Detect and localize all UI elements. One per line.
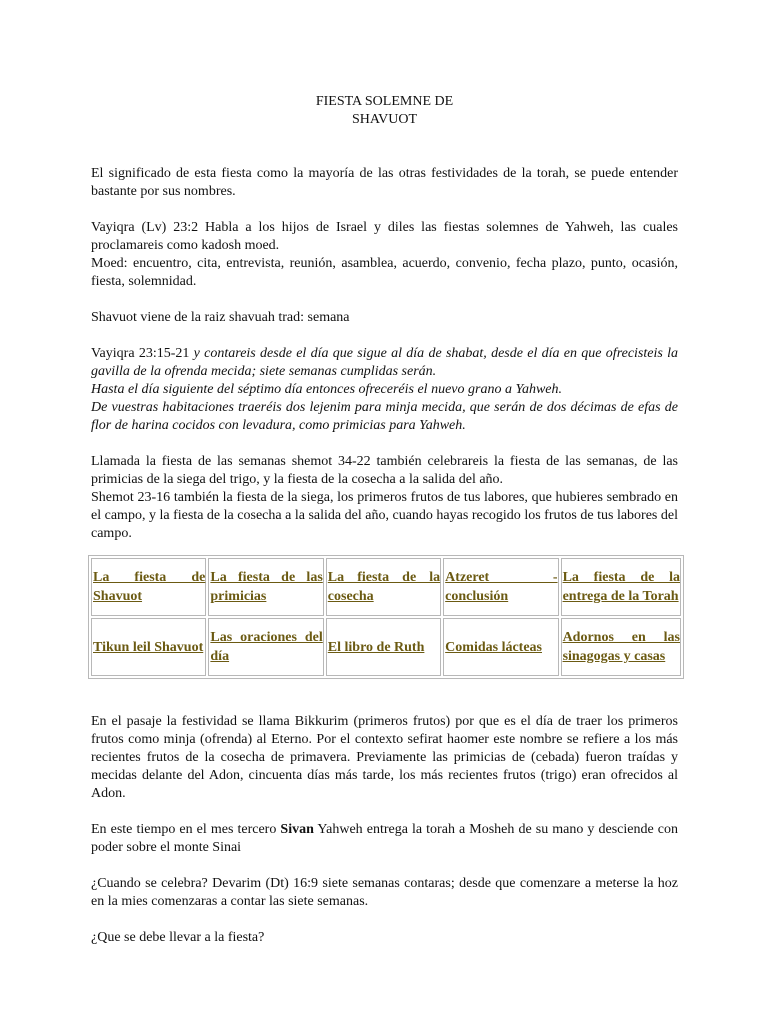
vayiqra-23-2-paragraph: Vayiqra (Lv) 23:2 Habla a los hijos de Israel y diles las fiestas solemnes de Yahweh, las cuales proclamareis como kadosh moed. <box>91 220 678 253</box>
vayiqra-23-15-quote-3: De vuestras habitaciones traeréis dos lejenim para minja mecida, que serán de dos décimas de efas de flor de harina cocidos con levadura, como primicias para Yahweh. <box>91 400 678 433</box>
table-cell <box>561 558 681 616</box>
intro-paragraph: El significado de esta fiesta como la mayoría de las otras festividades de la torah, se puede entender bastante por sus nombres. <box>91 166 678 199</box>
sivan-text-after: Yahweh entrega la torah a Mosheh de su mano y desciende con poder sobre el monte Sinai <box>91 822 678 855</box>
topic-link-fiesta-shavuot[interactable]: La fiesta de Shavuot <box>93 570 206 604</box>
document-title <box>91 93 678 129</box>
topic-link-entrega-torah[interactable]: La fiesta de la entrega de la Torah <box>562 570 680 604</box>
title-line-1: FIESTA SOLEMNE DE <box>315 94 454 109</box>
table-cell <box>208 558 323 616</box>
topic-link-comidas-lacteas[interactable]: Comidas lácteas <box>445 639 542 655</box>
table-cell <box>91 618 206 676</box>
bikkurim-paragraph: En el pasaje la festividad se llama Bikkurim (primeros frutos) por que es el día de traer los primeros frutos como minja (ofrenda) al Eterno. Por el contexto sefirat haomer este nombre se refiere a los más recientes frutos de la cosecha de primavera. Previamente las primicias de (cebada) fueron traídas y mecidas delante del Adon, cincuenta días más tarde, los más recientes frutos (trigo) eran ofrecidos al Adon. <box>91 714 678 801</box>
vayiqra-23-15-quote-2: Hasta el día siguiente del séptimo día entonces ofreceréis el nuevo grano a Yahweh. <box>91 382 563 397</box>
table-row <box>91 558 681 616</box>
topic-link-atzeret[interactable]: Atzeret - conclusión <box>445 570 558 604</box>
table-cell <box>91 558 206 616</box>
table-cell <box>443 558 558 616</box>
title-line-2: SHAVUOT <box>351 112 418 127</box>
sivan-paragraph <box>91 821 678 857</box>
vayiqra-23-15-quote-1: y contareis desde el día que sigue al día de shabat, desde el día en que ofrecisteis la gavilla de la ofrenda mecida; siete semanas cumplidas serán. <box>91 346 678 379</box>
table-row <box>91 618 681 676</box>
vayiqra-23-15-paragraph <box>91 345 678 381</box>
vayiqra-23-15-ref: Vayiqra 23:15-21 <box>91 346 194 361</box>
sivan-month: Sivan <box>280 822 314 837</box>
sivan-text-before: En este tiempo en el mes tercero <box>91 822 281 837</box>
topic-link-fiesta-primicias[interactable]: La fiesta de las primicias <box>210 570 323 604</box>
when-paragraph: ¿Cuando se celebra? Devarim (Dt) 16:9 siete semanas contaras; desde que comenzare a meterse la hoz en la mies comenzaras a contar las siete semanas. <box>91 876 678 909</box>
moed-definition: Moed: encuentro, cita, entrevista, reunión, asamblea, acuerdo, convenio, fecha plazo, punto, ocasión, fiesta, solemnidad. <box>91 256 678 289</box>
topics-table <box>88 555 684 679</box>
topic-link-tikun-leil[interactable]: Tikun leil Shavuot <box>93 639 204 655</box>
what-bring-paragraph: ¿Que se debe llevar a la fiesta? <box>91 930 265 945</box>
shavuot-root-paragraph: Shavuot viene de la raiz shavuah trad: semana <box>91 310 350 325</box>
topic-link-fiesta-cosecha[interactable]: La fiesta de la cosecha <box>327 570 441 604</box>
names-paragraph-1: Llamada la fiesta de las semanas shemot 34-22 también celebrareis la fiesta de las semanas, de las primicias de la siega del trigo, y la fiesta de la cosecha a la salida del año. <box>91 454 678 487</box>
topic-link-libro-ruth[interactable]: El libro de Ruth <box>327 639 425 655</box>
table-cell <box>561 618 681 676</box>
topic-link-oraciones[interactable]: Las oraciones del día <box>210 630 323 664</box>
vayiqra-23-15-quote-3-line <box>91 399 678 435</box>
vayiqra-23-15-quote-2-line <box>91 381 678 399</box>
table-cell <box>208 618 323 676</box>
topic-link-adornos[interactable]: Adornos en las sinagogas y casas <box>562 630 680 664</box>
names-paragraph-2: Shemot 23-16 también la fiesta de la siega, los primeros frutos de tus labores, que hubieres sembrado en el campo, y la fiesta de la cosecha a la salida del año, cuando hayas recogido los frutos de tus labores del campo. <box>91 490 678 541</box>
table-cell <box>326 618 441 676</box>
table-cell <box>443 618 558 676</box>
document-content <box>91 93 678 947</box>
table-cell <box>326 558 441 616</box>
